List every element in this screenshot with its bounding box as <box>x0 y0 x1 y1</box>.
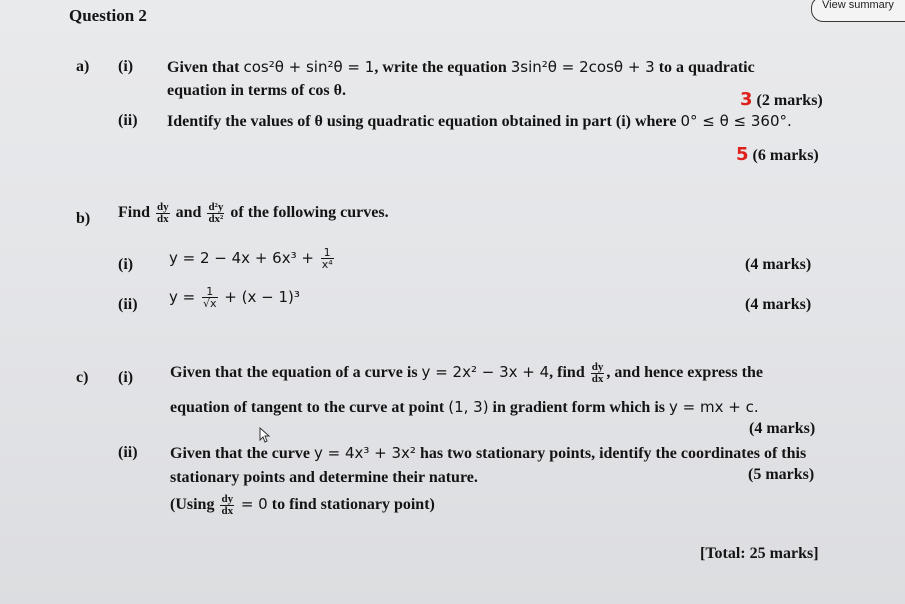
part-a-ii-text <box>167 112 792 131</box>
equation: y = 2 − 4x + 6x³ + <box>169 249 319 267</box>
text: equation of tangent to the curve at point <box>170 399 449 416</box>
handwritten-mark: 5 <box>736 144 749 165</box>
numerator: 1 <box>321 247 334 259</box>
denominator: dx² <box>208 213 224 225</box>
text: has two stationary points, identify the coordinates of this <box>415 445 807 462</box>
part-b-intro <box>118 202 389 225</box>
text: Given that the curve <box>170 445 314 462</box>
marks-label: (2 marks) <box>756 92 823 109</box>
equation: y = 2x² − 3x + 4 <box>421 363 550 382</box>
part-a-i-line1 <box>167 58 755 77</box>
denominator: dx <box>591 373 604 385</box>
header-right <box>809 0 905 22</box>
text: , write the equation <box>374 59 511 76</box>
view-summary-button[interactable]: View summary <box>811 0 905 22</box>
part-c-ii-label: (ii) <box>118 444 138 461</box>
part-c-ii-line3 <box>170 494 435 517</box>
part-b-i-equation <box>169 247 336 270</box>
handwritten-mark: 3 <box>740 89 753 110</box>
part-c-ii-marks: (5 marks) <box>748 466 815 483</box>
text: and <box>175 204 202 222</box>
part-a-ii-marks <box>736 144 819 165</box>
text: of the following curves. <box>230 204 389 222</box>
part-c-i-marks: (4 marks) <box>749 420 816 437</box>
part-a-label: a) <box>76 58 90 75</box>
denominator: √x <box>202 297 217 310</box>
derivative-fraction <box>591 362 605 385</box>
denominator: dx <box>157 213 169 225</box>
text: Given that <box>167 59 244 76</box>
part-c-ii-line2: stationary points and determine their nature. <box>170 469 478 486</box>
equation: = 0 <box>236 495 268 514</box>
part-b-ii-marks: (4 marks) <box>745 296 812 313</box>
text: Identify the values of θ using quadratic equation obtained in part (i) where <box>167 113 681 130</box>
numerator: dy <box>221 493 234 505</box>
part-a-i-label: (i) <box>118 58 134 75</box>
equation: cos²θ + sin²θ = 1 <box>243 58 375 76</box>
text: to a quadratic <box>654 59 755 76</box>
part-b-ii-equation <box>169 286 300 309</box>
part-b-i-label: (i) <box>118 256 134 273</box>
fraction <box>321 247 334 270</box>
numerator: 1 <box>202 286 218 298</box>
part-c-i-line2 <box>170 398 759 417</box>
text: Given that the equation of a curve is <box>170 364 422 382</box>
denominator: dx <box>221 505 234 517</box>
text: Find <box>118 204 151 222</box>
text: (Using <box>170 496 219 514</box>
text: in gradient form which is <box>488 399 669 416</box>
total-marks: [Total: 25 marks] <box>700 545 819 562</box>
part-a-i-line2: equation in terms of cos θ. <box>167 82 347 99</box>
part-a-ii-label: (ii) <box>118 112 138 129</box>
equation: 3sin²θ = 2cosθ + 3 <box>510 58 655 76</box>
text: , and hence express the <box>606 364 763 382</box>
marks-label: (6 marks) <box>752 147 819 164</box>
fraction <box>202 286 218 309</box>
numerator: dy <box>157 201 169 213</box>
equation: y = mx + c. <box>669 398 759 416</box>
question-title: Question 2 <box>69 6 147 25</box>
equation: + (x − 1)³ <box>219 288 300 306</box>
equation: y = 4x³ + 3x² <box>313 444 416 462</box>
equation: y = <box>169 288 200 306</box>
part-b-ii-label: (ii) <box>118 296 138 313</box>
part-a-i-marks <box>740 89 823 110</box>
numerator: dy <box>591 361 604 373</box>
derivative-fraction <box>156 202 170 225</box>
range: 0° ≤ θ ≤ 360°. <box>680 112 792 130</box>
part-c-ii-line1 <box>170 444 806 463</box>
part-c-i-label: (i) <box>118 369 134 386</box>
numerator: d²y <box>208 201 224 213</box>
part-c-i-line1 <box>170 362 763 385</box>
denominator: x⁴ <box>321 258 333 271</box>
point: (1, 3) <box>448 398 489 416</box>
part-b-i-marks: (4 marks) <box>745 256 812 273</box>
text: , find <box>549 364 589 382</box>
second-derivative-fraction <box>207 202 224 225</box>
part-c-label: c) <box>76 369 89 386</box>
derivative-fraction <box>220 494 234 517</box>
part-b-label: b) <box>76 210 91 227</box>
text: to find stationary point) <box>267 496 435 514</box>
